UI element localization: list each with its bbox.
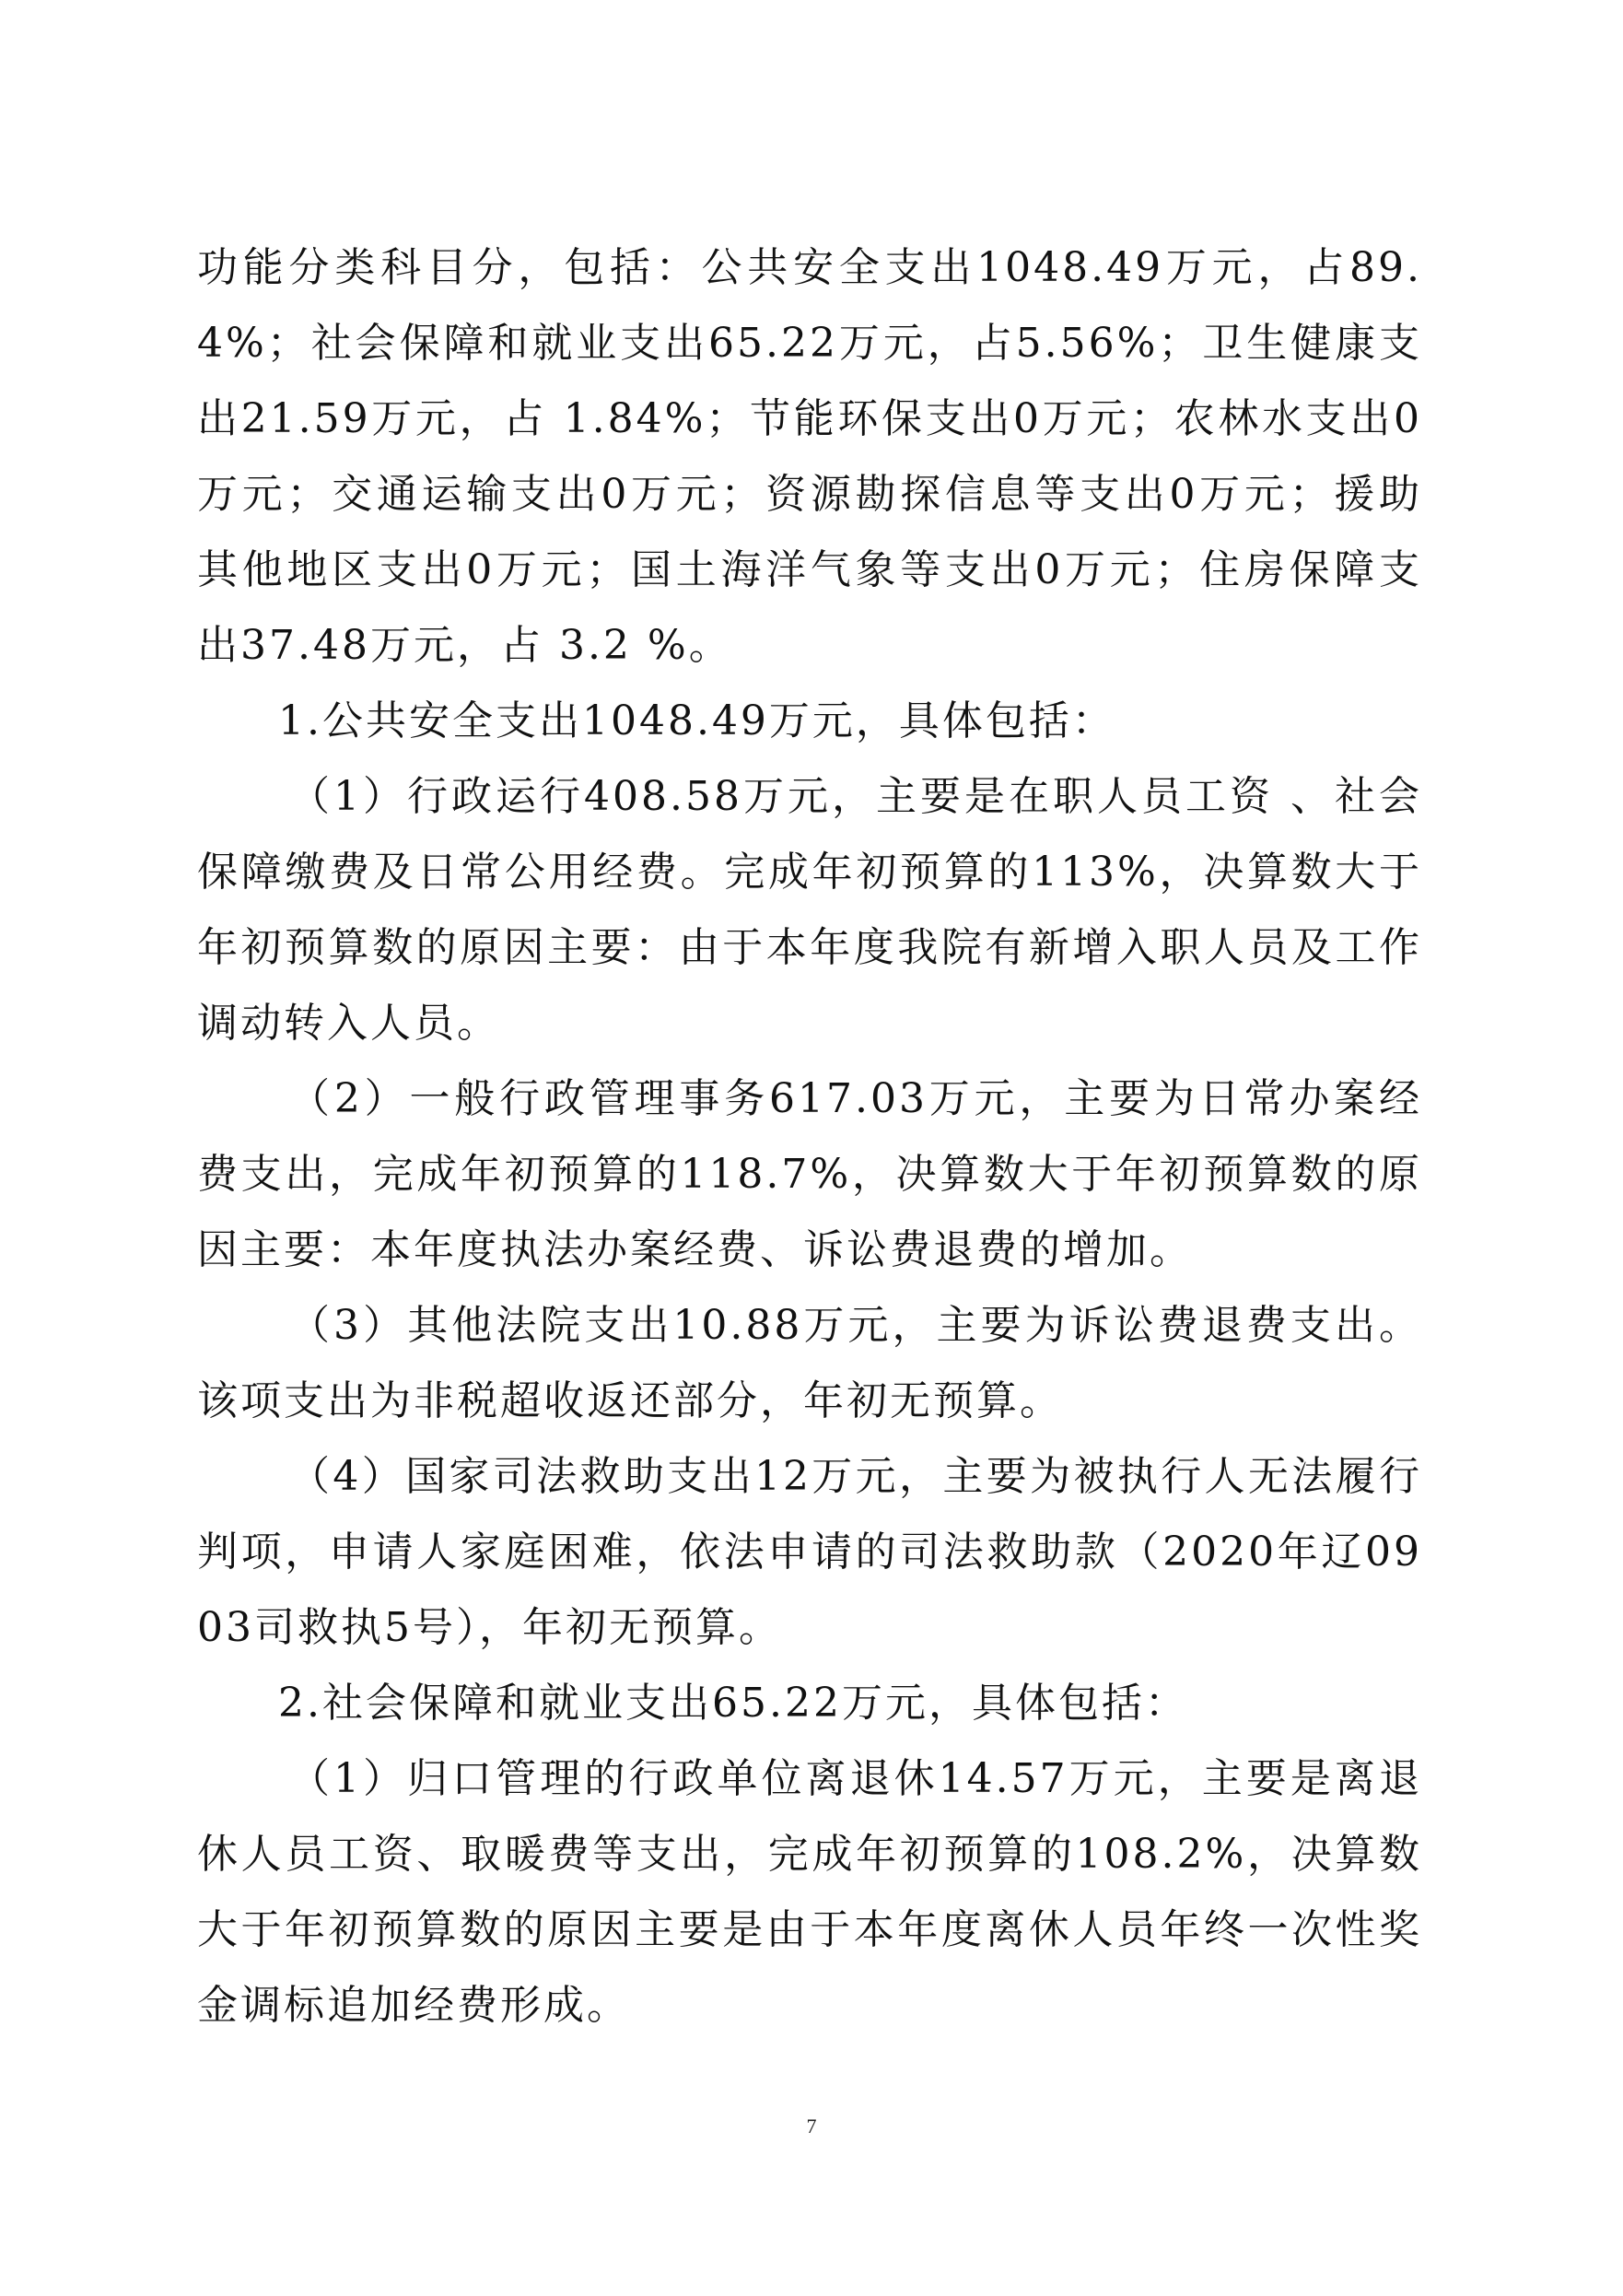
paragraph-functional-classification: 功能分类科目分，包括：公共安全支出1048.49万元，占89.4%；社会保障和就业支出65.22万元，占5.56%；卫生健康支出21.59万元，占 1.84%；节能环保支出0万元；农林水支出0万元；交通运输支出0万元；资源勘探信息等支出0万元；援助其他地区支出0万元；国土海洋气象等支出0万元；住房保障支出37.48万元，占 3.2 %。 <box>197 244 1422 669</box>
document-body <box>197 230 1422 2044</box>
page-number: 7 <box>806 2114 817 2138</box>
paragraph-retirement: （1）归口管理的行政单位离退休14.57万元，主要是离退休人员工资、取暖费等支出，完成年初预算的108.2%，决算数大于年初预算数的原因主要是由于本年度离休人员年终一次性奖金调标追加经费形成。 <box>197 1755 1422 2029</box>
paragraph-administrative-operation: （1）行政运行408.58万元，主要是在职人员工资 、社会保障缴费及日常公用经费。完成年初预算的113%，决算数大于年初预算数的原因主要：由于本年度我院有新增入职人员及工作调动转入人员。 <box>197 773 1422 1047</box>
paragraph-general-administration: （2）一般行政管理事务617.03万元，主要为日常办案经费支出，完成年初预算的118.7%，决算数大于年初预算数的原因主要：本年度执法办案经费、诉讼费退费的增加。 <box>197 1075 1422 1273</box>
paragraph-other-court-expenses: （3）其他法院支出10.88万元，主要为诉讼费退费支出。该项支出为非税超收返还部分，年初无预算。 <box>197 1302 1422 1424</box>
heading-public-security: 1.公共安全支出1048.49万元，具体包括： <box>278 697 1115 744</box>
heading-social-security: 2.社会保障和就业支出65.22万元，具体包括： <box>278 1680 1188 1727</box>
paragraph-judicial-assistance: （4）国家司法救助支出12万元，主要为被执行人无法履行判项，申请人家庭困难，依法申请的司法救助款（2020年辽0903司救执5号），年初无预算。 <box>197 1453 1422 1651</box>
